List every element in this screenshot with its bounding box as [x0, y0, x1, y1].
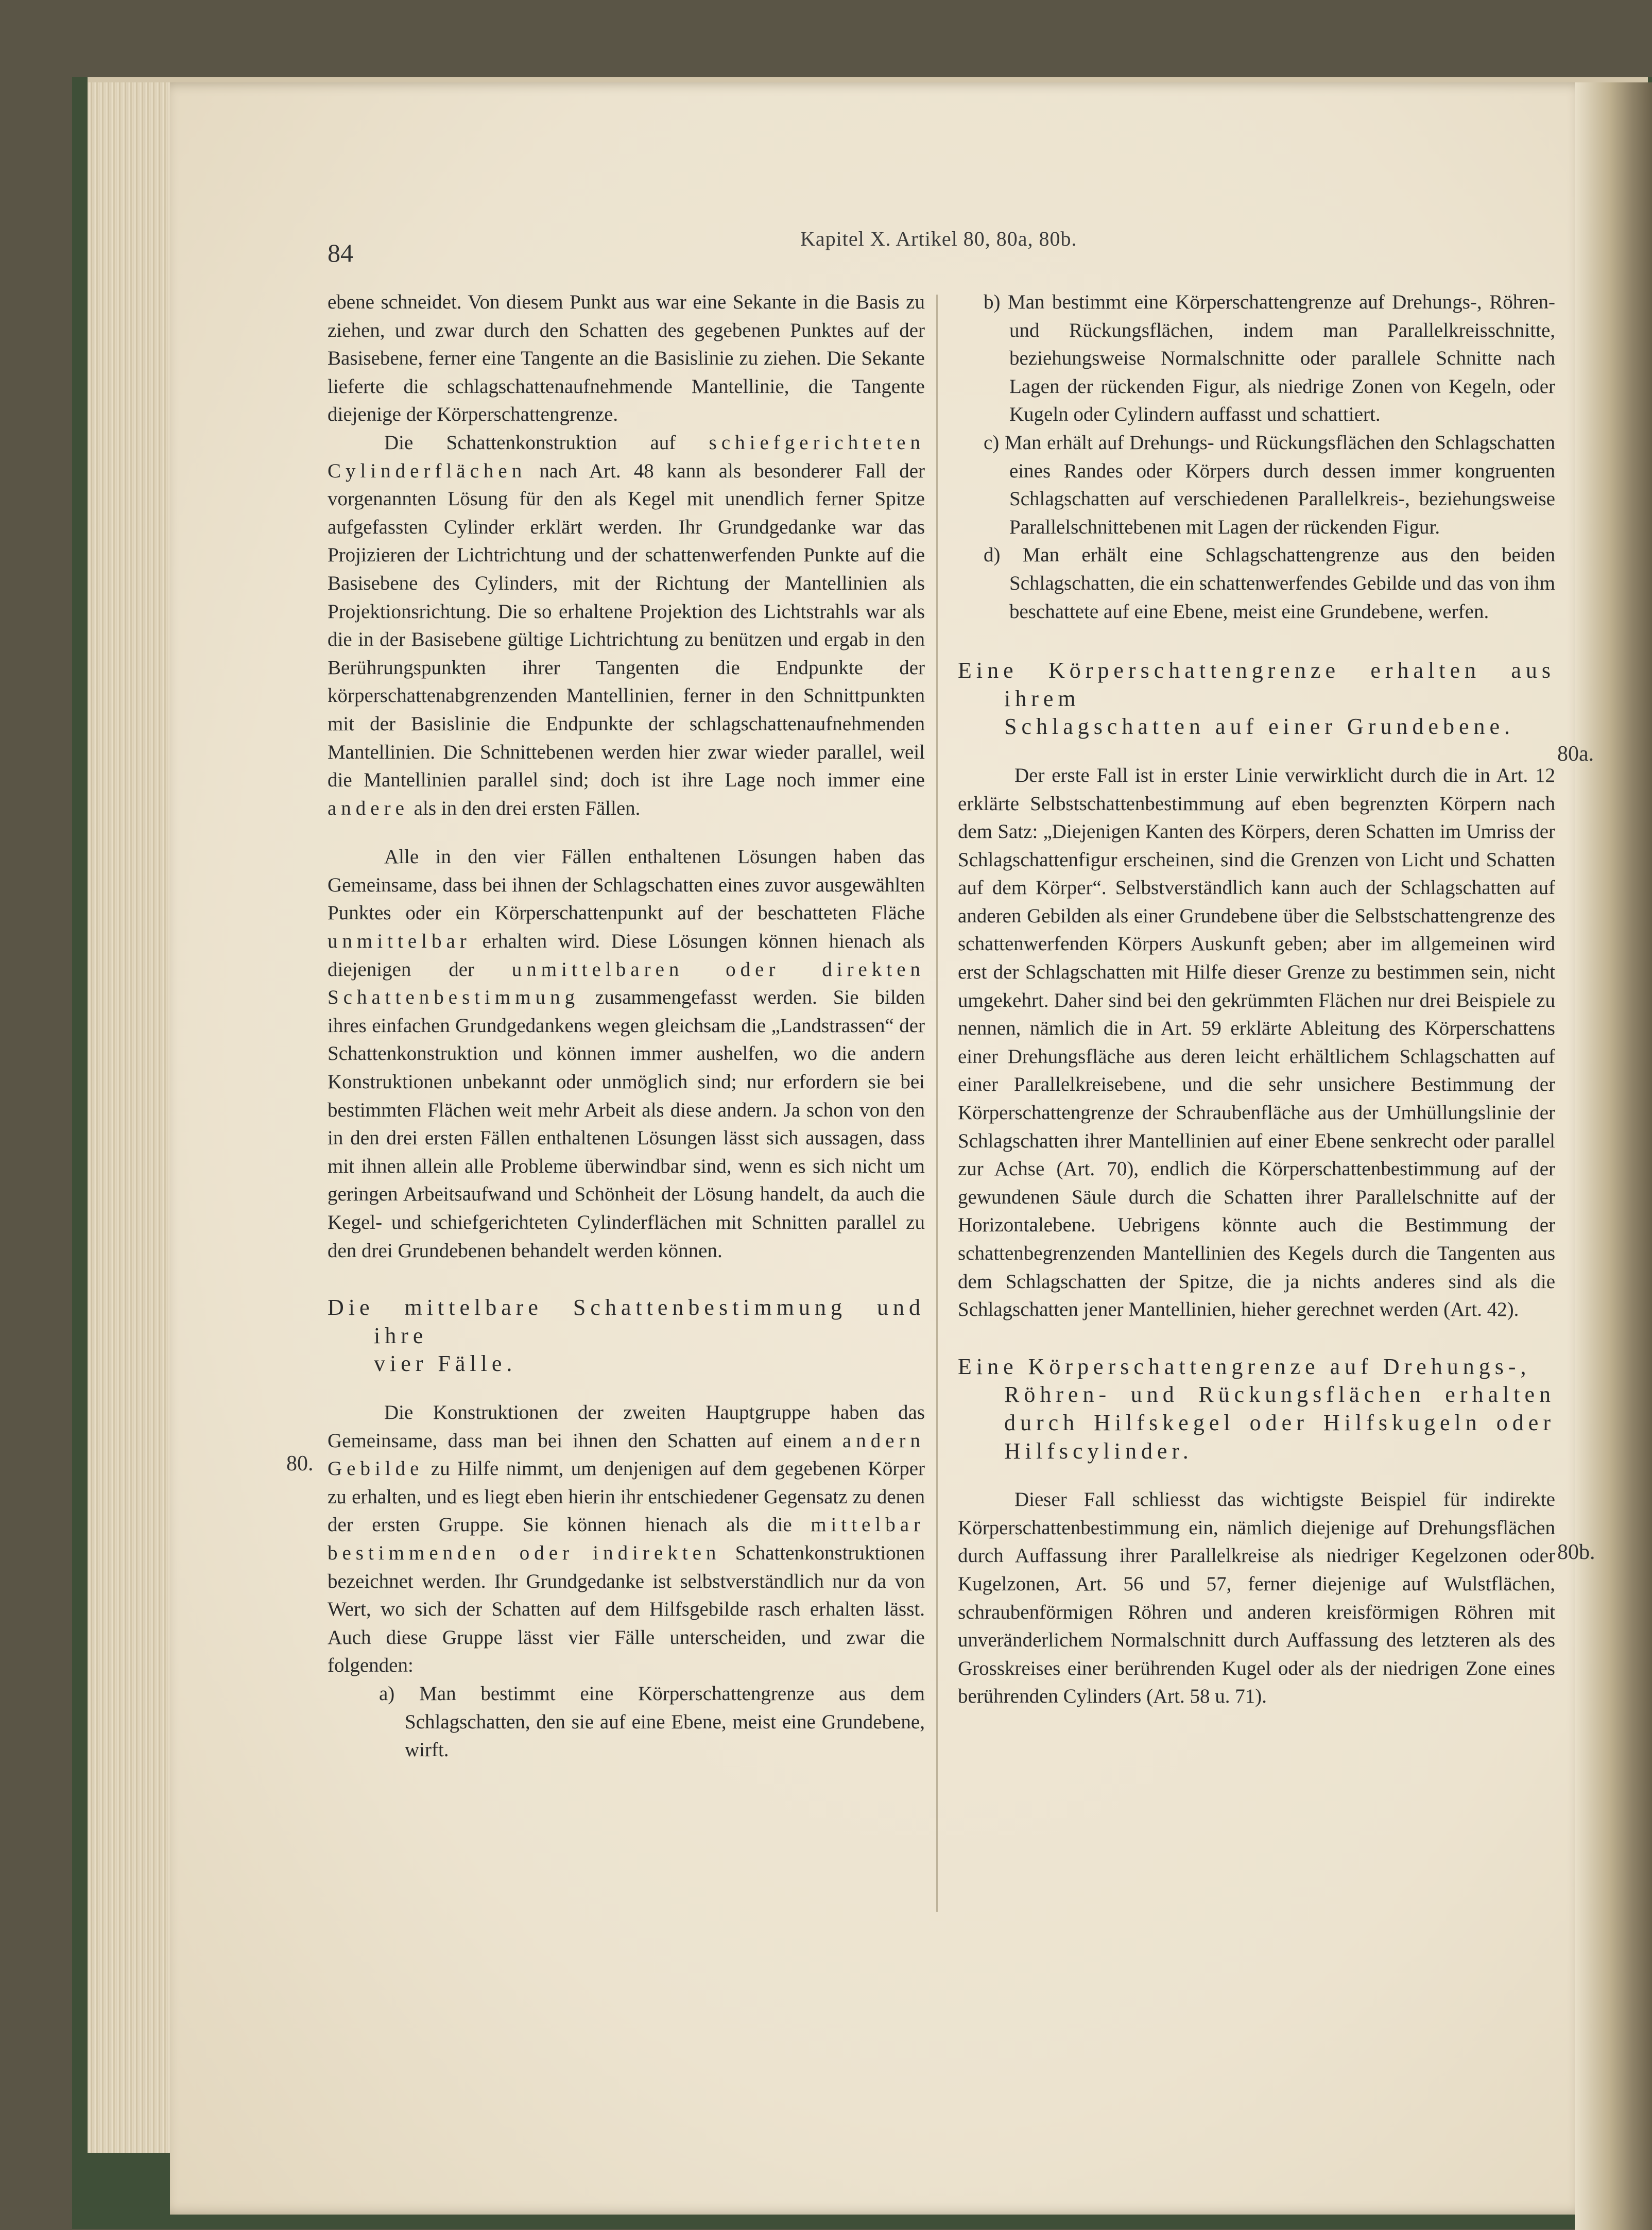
list-item: b) Man bestimmt eine Körperschattengrenze auf Drehungs-, Röhren- und Rückungsflächen, indem man Parallelkreisschnitte, beziehungsweise Normalschnitte oder parallele Schnitte nach Lagen der rückenden Figur, als niedrige Zonen von Kegeln, oder Kugeln oder Cylindern auffasst und schattiert. — [984, 291, 1555, 426]
paragraph: Der erste Fall ist in erster Linie verwirklicht durch die in Art. 12 erklärte Selbstschattenbestimmung auf eben begrenzten Körpern nach dem Satz: „Diejenigen Kanten des Körpers, deren Schatten im Umriss der Schlagschattenfigur erscheinen, sind die Grenzen von Licht und Schatten auf dem Körper“. Selbstverständlich kann auch der Schlagschatten auf anderen Gebilden als einer Grundebene über die Selbstschattengrenze des schattenwerfenden Körpers Auskunft geben; aber im allgemeinen wird erst der Schlagschatten mit Hilfe dieser Grenze zu bestimmen sein, nicht umgekehrt. Daher sind bei den gekrümmten Flächen nur drei Beispiele zu nennen, nämlich die in Art. 59 erklärte Ableitung des Körperschattens einer Drehungsfläche aus deren leicht erhältlichem Schlagschatten auf einer Parallelkreisebene, und die sehr unsichere Bestimmung der Körperschattengrenze der Schraubenfläche aus der Umhüllungslinie der Schlagschatten ihrer Mantellinien auf einer Ebene senkrecht oder parallel zur Achse (Art. 70), endlich die Körperschattenbestimmung auf der gewundenen Säule durch die Schatten ihrer Parallelschnitte auf der Horizontalebene. Uebrigens könnte auch die Bestimmung der schattenbegrenzenden Mantellinien des Kegels durch die Tangenten aus dem Schlagschatten der Spitze, die ja nichts anderes sind als die Schlagschatten jener Mantellinien, hieher gerechnet werden (Art. 42). — [958, 764, 1555, 1321]
paragraph: Dieser Fall schliesst das wichtigste Beispiel für indirekte Körperschattenbestimmung ein, nämlich diejenige auf Drehungsflächen durch Auffassung ihrer Parallelkreise als niedriger Kegelzonen oder Kugelzonen, Art. 56 und 57, ferner diejenige auf Wulstflächen, schraubenförmigen Röhren und anderen kreisförmigen Röhren mit unveränderlichem Normalschnitt durch Auffassung des letzteren als des Grosskreises einer berührenden Kugel oder als der niedrigen Zone eines berührenden Cylinders (Art. 58 u. 71). — [958, 1488, 1555, 1708]
spaced-text: schiefgerichteten Cylinderflächen — [328, 431, 925, 482]
heading-text: Röhren- und Rückungsflächen erhalten durch Hilfskegel oder Hilfskugeln oder Hilfscylinder. — [1004, 1382, 1555, 1464]
text-run: zu Hilfe nimmt, um denjenigen auf dem gegebenen Körper zu erhalten, und es liegt eben hierin ihr entschiedener Gegensatz zu denen der ersten Gruppe. Sie können hienach als die — [328, 1457, 925, 1536]
running-head: Kapitel X. Artikel 80, 80a, 80b. — [800, 227, 1077, 250]
spaced-text: mittelbar bestimmenden oder indirekten — [328, 1514, 925, 1564]
paragraph — [328, 429, 925, 822]
margin-number-80b: 80b. — [1557, 1540, 1595, 1564]
heading-text: Eine Körperschattengrenze auf Drehungs-, — [958, 1353, 1531, 1379]
left-column — [328, 288, 925, 1764]
heading-text: Schlagschatten auf einer Grundebene. — [1004, 714, 1515, 740]
list-item: d) Man erhält eine Schlagschattengrenze aus den beiden Schlagschatten, die ein schattenwerfendes Gebilde und das von ihm beschattete auf eine Ebene, meist eine Grundebene, werfen. — [984, 544, 1555, 623]
paragraph — [328, 843, 925, 1265]
text-run: erhalten wird. Diese Lösungen können hienach als diejenigen der — [328, 930, 925, 981]
list-item: a) Man bestimmt eine Körperschattengrenze aus dem Schlagschatten, den sie auf eine Ebene, meist eine Grundebene, wirft. — [379, 1682, 925, 1761]
book-gutter — [1575, 82, 1652, 2230]
text-run: Die Konstruktionen der zweiten Hauptgruppe haben das Gemeinsame, dass man bei ihnen den Schatten auf einem — [328, 1401, 925, 1452]
paragraph: ebene schneidet. Von diesem Punkt aus war eine Sekante in die Basis zu ziehen, und zwar durch den Schatten des gegebenen Punktes auf der Basisebene, ferner eine Tangente an die Basislinie zu ziehen. Die Sekante lieferte die schlagschattenaufnehmende Mantellinie, die Tangente diejenige der Körperschattengrenze. — [328, 291, 925, 426]
heading-text: Die mittelbare Schattenbestimmung und ihre — [328, 1295, 925, 1348]
text-run: Schattenkonstruktionen bezeichnet werden. Ihr Grundgedanke ist selbstverständlich nur da von Wert, wo sich der Schatten auf dem Hilfsgebilde rasch erhalten lässt. Auch diese Gruppe lässt vier Fälle unterscheiden, und zwar die folgenden: — [328, 1541, 925, 1677]
spaced-text: unmittelbar — [328, 930, 471, 953]
right-column — [958, 288, 1555, 1711]
text-run: nach Art. 48 kann als besonderer Fall der vorgenannten Lösung für den als Kegel mit unendlich ferner Spitze aufgefassten Cylinder erklärt werden. Ihr Grundgedanke war das Projizieren der Lichtrichtung und der schattenwerfenden Punkte auf die Basisebene des Cylinders, mit der Richtung der Mantellinien als Projektionsrichtung. Die so erhaltene Projektion des Lichtstrahls war als die in der Basisebene gültige Lichtrichtung zu benützen und ergab in den Berührungspunkten ihrer Tangenten die Endpunkte der körperschattenabgrenzenden Mantellinien, ferner in den Schnittpunkten mit der Basislinie die Endpunkte der schlagschattenaufnehmenden Mantellinien. Die Schnittebenen werden hier zwar wieder parallel, weil die Mantellinien parallel sind; doch ist ihre Lage noch immer eine — [328, 459, 925, 792]
section-80b-heading — [958, 1353, 1555, 1465]
text-run: Alle in den vier Fällen enthaltenen Lösungen haben das Gemeinsame, dass bei ihnen der Schlagschatten eines zuvor ausgewählten Punktes oder ein Körperschattenpunkt auf der beschatteten Fläche — [328, 846, 925, 924]
list-item: c) Man erhält auf Drehungs- und Rückungsflächen den Schlagschatten eines Randes oder Körpers durch dessen immer kongruenten Schlagschatten auf verschiedenen Parallelkreis-, beziehungsweise Parallelschnittebenen mit Lagen der rückenden Figur. — [984, 431, 1555, 538]
spaced-text: andere — [328, 797, 409, 819]
margin-number-80a: 80a. — [1557, 742, 1594, 766]
page-number: 84 — [328, 238, 353, 267]
section-80-heading — [328, 1294, 925, 1378]
text-run: als in den drei ersten Fällen. — [414, 797, 641, 819]
column-rule — [936, 295, 938, 1912]
spaced-text: unmittelbaren oder direkten Schattenbestimmung — [328, 958, 925, 1009]
spaced-text: andern Gebilde — [328, 1429, 925, 1480]
heading-text: Eine Körperschattengrenze erhalten aus ihrem — [958, 658, 1555, 711]
section-80a-heading — [958, 657, 1555, 741]
paragraph — [328, 1399, 925, 1680]
margin-number-80: 80. — [286, 1452, 314, 1476]
text-run: Die Schattenkonstruktion auf — [384, 431, 676, 454]
text-run: zusammengefasst werden. Sie bilden ihres einfachen Grundgedankens wegen gleichsam die „Landstrassen“ der Schattenkonstruktion und können immer aushelfen, wo die andern Konstruktionen unbekannt oder unmöglich sind; nur erfordern sie bei bestimmten Flächen weit mehr Arbeit als diese andern. Ja schon von den in den drei ersten Fällen enthaltenen Lösungen lässt sich aussagen, dass mit ihnen allein alle Probleme überwindbar sind, wenn es sich nicht um geringen Arbeitsaufwand und Schönheit der Lösung handelt, da auch die Kegel- und schiefgerichteten Cylinderflächen mit Schnitten parallel zu den drei Grundebenen behandelt werden können. — [328, 986, 925, 1262]
heading-text: vier Fälle. — [374, 1351, 517, 1377]
